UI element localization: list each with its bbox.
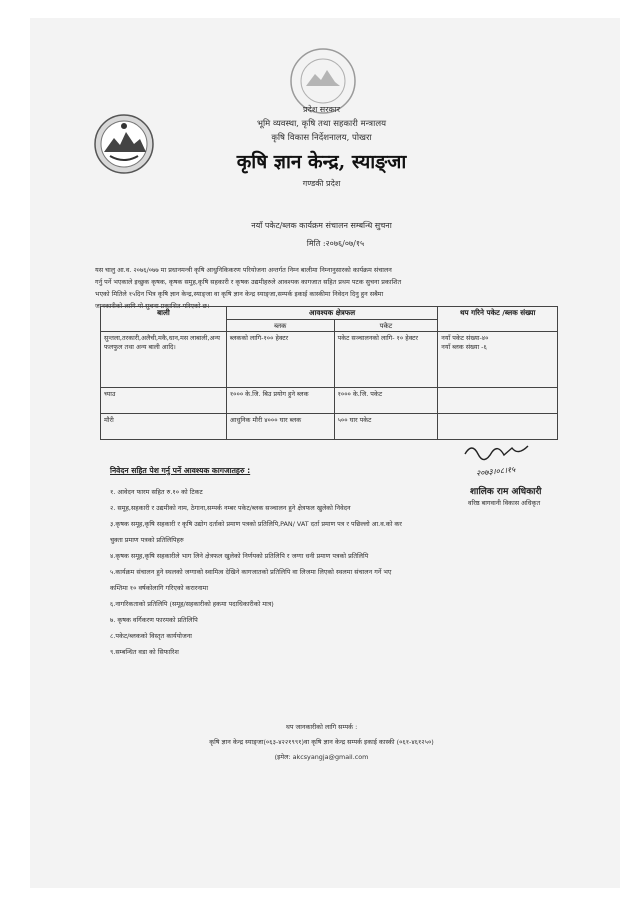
notice-body (95, 264, 565, 312)
notice-date: मिति :२०७६/०७/१५ (306, 239, 365, 248)
table-row (101, 414, 558, 440)
crop-cell: मौरी (101, 414, 227, 440)
footer-contact-label: थप जानकारीको लागि सम्पर्क : (285, 723, 358, 731)
table-row (101, 388, 558, 414)
body-line: भएको मितिले १५दिन भित्र कृषि ज्ञान केन्द्र,स्याङ्जा वा कृषि ज्ञान केन्द्र स्याङ्जा,सम्पर्क इकाई कास्कीमा निवेदन दिनु हुन सबैमा (95, 290, 384, 298)
list-item: ४.कृषक समूह,कृषि सहकारीले भाग लिने क्षेत्रफल खुलेको निर्णयको प्रतिलिपि र जग्गा धनी प्रमाण पत्रको प्रतिलिपि (110, 552, 369, 560)
province-name: गण्डकी प्रदेश (302, 179, 341, 188)
body-line: यस चालु आ.व. २०७६/०७७ मा प्रधानमन्त्री कृषि आधुनिकिकरण परियोजना अन्तर्गत निम्न बालीमा निम्नानुसारको कार्यक्रम संचालन (95, 266, 392, 274)
area-header: आवश्यक क्षेत्रफल (226, 307, 437, 320)
program-table (100, 306, 558, 440)
count-cell (438, 388, 558, 414)
list-item: ८.पकेट/ब्लकको विस्तृत कार्ययोजना (110, 632, 192, 640)
ministry-name: भूमि व्यवस्था, कृषि तथा सहकारी मन्त्रालय (256, 119, 387, 129)
table-row (101, 332, 558, 388)
list-item: २. समूह,सहकारी र उद्यमीको नाम, ठेगाना,सम्पर्क नम्बर पकेट/ब्लक सञ्चालन हुने क्षेत्रफल खुलेको निवेदन (110, 504, 351, 512)
signature-name: शालिक राम अधिकारी (470, 487, 542, 497)
crop-cell: च्याउ (101, 388, 227, 414)
province-government: प्रदेश सरकार (303, 105, 340, 114)
directorate-name: कृषि विकास निर्देशनालय, पोखरा (271, 133, 372, 143)
signature-designation: वरिष्ठ बागवानी विकास अधिकृत (468, 499, 541, 507)
signature-date: २०७३।०८।१५ (475, 464, 516, 479)
signature-scribble-icon (462, 440, 532, 462)
documents-list (110, 484, 570, 660)
list-item: १. आवेदन फारम सहित रु.१० को टिकट (110, 488, 203, 496)
list-item: ९.सम्बन्धित वडा को सिफारिश (110, 648, 179, 656)
documents-heading: निवेदन सहित पेश गर्नु पर्ने आवश्यक कागजातहरु : (110, 466, 251, 475)
body-line: गर्नु पर्ने भएकाले इच्छुक कृषक, कृषक समुह,कृषि सहकारी र कृषक उद्यमीहरुले आवश्यक कागजात सहित प्रथम पटक सुचना प्रकाशित (95, 278, 402, 286)
list-item: चुक्ता प्रमाण पत्रको प्रतिलिपिहरु (110, 536, 184, 544)
body-line: जानकारीको लागि यो सुचना प्रकाशित गरिएको छ। (95, 302, 210, 310)
pocket-cell: पकेट सञ्चालनको लागि- १० हेक्टर (334, 332, 438, 388)
crop-header: बाली (101, 307, 227, 332)
count-header: थप गरिने पकेट /ब्लक संख्या (438, 307, 558, 332)
list-item: ३.कृषक समूह,कृषि सहकारी र कृषि उद्योग दर्ताको प्रमाण पत्रको प्रतिलिपि,PAN/ VAT दर्ता प्रमाण पत्र र पछिल्लो आ.व.को कर (110, 520, 402, 528)
pocket-cell: ५०० घार पकेट (334, 414, 438, 440)
crop-cell: सुन्तला,तरकारी,अलैची,मकै,धान,मस लाबाली,अन्य फलफुल तथा अन्य बाली आदि। (101, 332, 227, 388)
list-item: ७. कृषक वर्गिकरण फारमको प्रतिलिपि (110, 616, 198, 624)
footer-phones: कृषि ज्ञान केन्द्र स्याङ्जा(०६३-४२२१९९१)वा कृषि ज्ञान केन्द्र सम्पर्क इकाई कास्की (०६१-४६१२५०) (209, 738, 434, 746)
list-item: ६.नागरिकताको प्रतिलिपि (समूह/सहकारीको हकमा पदाधिकारीको मात्र) (110, 600, 274, 608)
pocket-cell: १००० के.जि. पकेट (334, 388, 438, 414)
list-item: ५.कार्यक्रम संचालन हुने स्थलको जग्गाको स्वामित्व देखिने कागजातको प्रतिलिपि वा लिजमा लिएको स्थलमा संचालन गर्ने भए (110, 568, 392, 576)
block-cell: १००० के.जि. बिउ प्रयोग हुने ब्लक (226, 388, 334, 414)
footer-email: (इमेल: akcsyangja@gmail.com (274, 753, 369, 761)
count-cell (438, 414, 558, 440)
notice-title: नयाँ पकेट/ब्लक कार्यक्रम संचालन सम्बन्धि सुचना (251, 221, 392, 230)
list-item: कम्तिमा १० वर्षकोलागि गरिएको करारनामा (110, 584, 209, 592)
office-title: कृषि ज्ञान केन्द्र, स्याङ्जा (236, 151, 407, 173)
block-cell: ब्लकको लागि-१०० हेक्टर (226, 332, 334, 388)
block-header: ब्लक (226, 320, 334, 332)
block-cell: आधुनिक मौरी ४००० घार ब्लक (226, 414, 334, 440)
pocket-header: पकेट (334, 320, 438, 332)
count-cell: नयाँ पकेट संख्या-४० नयाँ ब्लक संख्या -६ (438, 332, 558, 388)
